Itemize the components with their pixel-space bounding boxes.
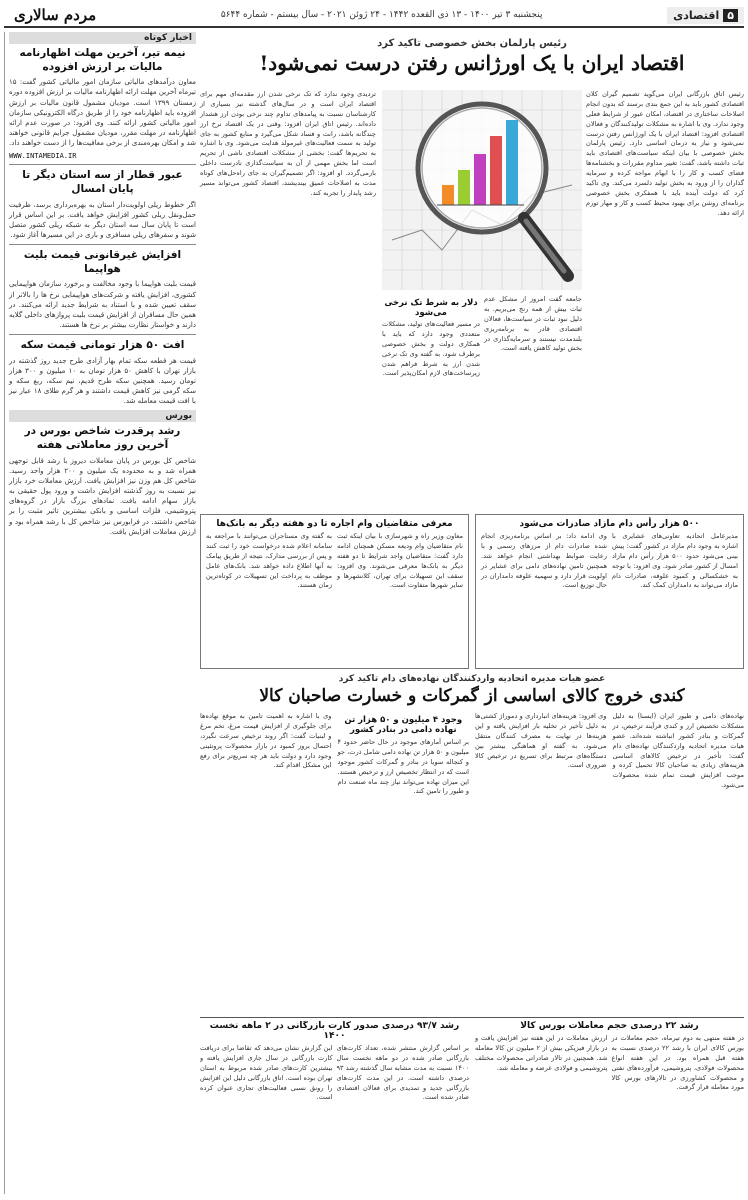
bottom-stories [200, 1017, 744, 1192]
page-number: ۵ [723, 9, 738, 22]
second-story-column [338, 712, 470, 1012]
sidebar [4, 32, 196, 1194]
boxed-story-columns [481, 532, 738, 591]
sidebar-story-text: شاخص کل بورس در پایان معاملات دیروز با رشد قابل توجهی همراه شد و به محدوده یک میلیون و ۲۰۰ هزار واحد رسید. شاخص کل هم وزن نیز افزایش یافت. ارزش معاملات خرد بازار نیز نسبت به روز گذشته افزایش داشت و ورود پول حقیقی به بازار سهام ادامه یافت. نمادهای بزرگ بازار در گروه‌های پتروشیمی، فلزات اساسی و بانکی بیشترین تاثیر مثبت را بر شاخص داشتند. در فرابورس نیز شاخص کل با رشد همراه بود و ارزش معاملات افزایش یافت. [9, 456, 196, 536]
second-story-text: بر اساس آمارهای موجود در حال حاضر حدود ۴ میلیون و ۵۰ هزار تن نهاده دامی شامل ذرت، جو و کنجاله سویا در بنادر و گمرکات کشور موجود است که در انتظار تخصیص ارز و ترخیص هستند. این میزان نهاده می‌تواند نیاز چند ماه صنعت دام و طیور را تامین کند. [337, 738, 469, 796]
bottom-story-text: این گزارش نشان می‌دهد که تقاضا برای دریافت کارت بازرگانی در سال جاری افزایش یافته و بیشترین کارت‌های صادر شده مربوط به استان تهران بوده است. اتاق بازرگانی دلیل این افزایش را رونق نسبی فعالیت‌های تجاری عنوان کرده است. [200, 1044, 333, 1102]
sidebar-section-head: بورس [9, 410, 196, 422]
top-bar [4, 4, 744, 28]
boxed-story-columns [206, 532, 463, 591]
magnifier-icon [382, 90, 582, 290]
lead-headline: اقتصاد ایران با یک اورژانس رفتن درست نمی‌شود! [259, 51, 685, 75]
lead-kicker: رئیس پارلمان بخش خصوصی تاکید کرد [377, 38, 567, 49]
boxed-stories [200, 514, 744, 669]
bottom-story [475, 1021, 744, 1192]
bottom-story-text: ارزش معاملات در این هفته نیز افزایش یافت و در بازار فیزیکی بیش از ۲ میلیون تن کالا معامله شد. همچنین در تالار صادراتی محصولات مختلف پتروشیمی و فولادی عرضه و معامله شد. [475, 1034, 608, 1072]
section-tag [667, 7, 744, 24]
divider [9, 164, 196, 165]
dateline: پنجشنبه ۳ تیر ۱۴۰۰ - ۱۳ ذی القعده ۱۴۴۲ - ۲۴ ژوئن ۲۰۲۱ - سال بیستم - شماره ۵۶۴۴ [220, 10, 543, 20]
boxed-story-text: معاون وزیر راه و شهرسازی با بیان اینکه ثبت نام متقاضیان وام ودیعه مسکن همچنان ادامه دارد گفت: متقاضیان واجد شرایط تا دو هفته دیگر به بانک‌ها معرفی می‌شوند. وی افزود: سقف این تسهیلات برای تهران، کلانشهرها و سایر شهرها متفاوت است. [337, 532, 463, 590]
divider [9, 244, 196, 245]
sidebar-story-title: افزایش غیرقانونی قیمت بلیت هواپیما [23, 249, 182, 275]
sidebar-story-title: افت ۵۰ هزار تومانی قیمت سکه [20, 339, 185, 352]
lead-column: رئیس اتاق بازرگانی ایران می‌گوید تصمیم گیران کلان اقتصادی کشور باید به این جمع بندی برسند که بدون انجام اصلاحات ساختاری در اقتصاد، امکان عبور از شرایط فعلی وجود ندارد. وی با اشاره به مشکلات تولیدکنندگان و فعالان اقتصادی افزود: اقتصاد ایران با یک اورژانس رفتن درست نمی‌شود و نیاز به درمان اساسی دارد. رئیس پارلمان بخش خصوصی با بیان اینکه سیاست‌های اقتصادی باید ثبات داشته باشد، گفت: تغییر مداوم مقررات و بخشنامه‌ها فضای کسب و کار را با ابهام مواجه کرده و سرمایه گذاران را از ورود به بخش تولید دلسرد می‌کند. وی تاکید کرد که دولت آینده باید با همفکری بخش خصوصی برنامه‌ای روشن برای بهبود محیط کسب و کار و مهار تورم ارائه دهد. [586, 90, 744, 217]
second-subhead: وجود ۴ میلیون و ۵۰ هزار تن نهاده دامی در بنادر کشور [344, 715, 463, 735]
sidebar-story-text: اگر خطوط ریلی اولویت‌دار استان به بهره‌برداری برسد، ظرفیت حمل‌ونقل ریلی کشور افزایش خواهد یافت. بر این اساس قرار است تا پایان سال سه استان دیگر به شبکه ریلی کشور متصل شوند و سفرهای ریلی مسافری و باری در این مسیرها آغاز شود. [9, 200, 196, 239]
lead-below-text: جامعه گفت امروز از مشکل عدم ثبات بیش از همه رنج می‌بریم. به دلیل نبود ثبات در سیاست‌ها، فعالان اقتصادی قادر به برنامه‌ریزی بلندمدت نیستند و سرمایه‌گذاری در بخش تولید کاهش یافته است. [484, 295, 582, 353]
second-story-text: وی با اشاره به اهمیت تامین به موقع نهاده‌ها برای جلوگیری از افزایش قیمت مرغ، تخم مرغ و لبنیات گفت: اگر روند ترخیص سرعت نگیرد، احتمال بروز کمبود در بازار محصولات پروتئینی وجود دارد و دولت باید هر چه سریع‌تر برای رفع این مشکل اقدام کند. [200, 712, 332, 770]
magnifier-chart-illustration [382, 90, 582, 290]
boxed-story-text: به گفته وی مستاجران می‌توانند با مراجعه به سامانه اعلام شده درخواست خود را ثبت کنند و پس از بررسی مدارک، نتیجه از طریق پیامک به آنها اطلاع داده خواهد شد. بانک‌های عامل موظف به پرداخت این تسهیلات در کوتاه‌ترین زمان هستند. [206, 532, 332, 590]
lead-below-column [484, 295, 582, 510]
lead-below-text: در مسیر فعالیت‌های تولید، مشکلات متعددی وجود دارد که باید با همکاری دولت و بخش خصوصی برطرف شود. به گفته وی تک نرخی شدن ارز به شرط فراهم شدن زیرساخت‌های لازم امکان‌پذیر است. [382, 320, 480, 378]
lead-column: تردیدی وجود ندارد که تک نرخی شدن ارز مقدمه‌ای مهم برای اقتصاد ایران است و در سال‌های گذشته نیز بسیاری از کارشناسان نسبت به پیامدهای تداوم چند نرخی بودن ارز هشدار داده‌اند. رئیس اتاق ایران افزود: وقتی در یک اقتصاد نرخ ارز چندگانه باشد، رانت و فساد شکل می‌گیرد و منابع کشور به جای تولید به سمت فعالیت‌های غیرمولد هدایت می‌شود. وی با اشاره به تحریم‌ها گفت: بخشی از مشکلات اقتصادی ناشی از تحریم است اما بخش مهمی از آن به سیاست‌گذاری نادرست داخلی بازمی‌گردد. او افزود: اگر تصمیم‌گیران به جای راه‌حل‌های کوتاه مدت به اصلاحات عمیق بیندیشند، اقتصاد کشور می‌تواند مسیر رشد پایدار را تجربه کند. [200, 90, 376, 197]
boxed-story-title: معرفی متقاضیان وام اجاره تا دو هفته دیگر به بانک‌ها [216, 519, 453, 529]
bottom-story-title: رشد ۲۲ درصدی حجم معاملات بورس کالا [520, 1021, 699, 1031]
bottom-story-columns [200, 1044, 469, 1103]
boxed-story [475, 514, 744, 669]
lead-below-column [382, 295, 480, 510]
bottom-story-text: در هفته منتهی به دوم تیرماه، حجم معاملات در بورس کالای ایران با رشد ۲۲ درصدی نسبت به هفته قبل همراه بود. در این هفته انواع محصولات فولادی، پتروشیمی، فرآورده‌های نفتی و محصولات کشاورزی در تالارهای بورس کالا مورد معامله قرار گرفت. [611, 1034, 744, 1092]
lead-story [200, 90, 744, 510]
second-headline: کندی خروج کالای اساسی از گمرکات و خسارت صاحبان کالا [259, 686, 685, 706]
sidebar-story-title: عبور قطار از سه استان دیگر تا پایان امسال [22, 169, 183, 195]
sidebar-url[interactable]: WWW.INTAMEDIA.IR [9, 152, 77, 161]
bottom-story [200, 1021, 469, 1192]
boxed-story-title: ۵۰۰ هزار رأس دام مازاد صادرات می‌شود [519, 519, 700, 529]
masthead: مردم سالاری [14, 6, 97, 24]
sidebar-story-title: رشد پرقدرت شاخص بورس در آخرین روز معاملاتی هفته [24, 425, 181, 452]
divider [9, 334, 196, 335]
second-kicker: عضو هیات مدیره اتحادیه واردکنندگان نهاده‌های دام تاکید کرد [338, 674, 606, 684]
lead-below-columns [382, 295, 582, 510]
lead-subhead: دلار به شرط تک نرخی می‌شود [384, 298, 478, 318]
sidebar-story-text: قیمت بلیت هواپیما با وجود مخالفت و برخورد سازمان هواپیمایی کشوری، افزایش یافته و شرکت‌های هواپیمایی نرخ ها را بالاتر از سقف تعیین شده و با استناد به شرایط جدید ارائه می‌کنند. در همین حال مسافران از افزایش قیمت بلیت پروازهای داخلی گلایه دارند و خواستار نظارت بیشتر بر نرخ ها هستند. [9, 280, 196, 329]
sidebar-head: اخبار کوتاه [9, 32, 196, 44]
second-story-text: نهاده‌های دامی و طیور ایران (ایسنا) به دلیل مشکلات تخصیص ارز و کندی فرآیند ترخیص، در گمرکات و بنادر کشور انباشته شده‌اند. عضو هیات مدیره اتحادیه واردکنندگان نهاده‌های دام گفت: تأخیر در ترخیص کالاهای اساسی هزینه‌های زیادی به صاحبان کالا تحمیل کرده و موجب افزایش قیمت تمام شده محصولات می‌شود. [612, 712, 744, 790]
sidebar-story-title: نیمه تیر، آخرین مهلت اظهارنامه مالیات بر ارزش افزوده [19, 47, 186, 73]
bottom-story-columns [475, 1034, 744, 1093]
boxed-story-text: مدیرعامل اتحادیه تعاونی‌های عشایری با اشاره به وجود دام مازاد در کشور گفت: پیش بینی می‌شود حدود ۵۰۰ هزار رأس دام مازاد امسال از کشور صادر شود. وی افزود: با توجه به خشکسالی و کمبود علوفه، صادرات دام مازاد می‌تواند به دامداران کمک کند. [612, 532, 738, 590]
section-label: اقتصادی [673, 8, 720, 22]
sidebar-story-text: قیمت هر قطعه سکه تمام بهار آزادی طرح جدید روز گذشته در بازار تهران با کاهش ۵۰ هزار تومان به ۱۰ میلیون و ۳۰۰ هزار تومان رسید. همچنین سکه طرح قدیم، نیم سکه، ربع سکه و سکه گرمی نیز کاهش قیمت داشتند و هر گرم طلای ۱۸ عیار نیز با افت قیمت معامله شد. [9, 356, 196, 406]
second-story [200, 712, 744, 1012]
bottom-story-title: رشد ۹۳/۷ درصدی صدور کارت بازرگانی در ۲ ماهه نخست ۱۴۰۰ [209, 1021, 460, 1041]
boxed-story-text: وی ادامه داد: بر اساس برنامه‌ریزی انجام شده صادرات دام از مرزهای رسمی و با رعایت ضوابط بهداشتی انجام خواهد شد. همچنین تامین نهاده‌های دامی برای عشایر در اولویت قرار دارد و سهمیه علوفه دامداران در حال توزیع است. [481, 532, 607, 590]
sidebar-story-text: معاون درآمدهای مالیاتی سازمان امور مالیاتی کشور گفت: ۱۵ تیرماه آخرین مهلت ارائه اظهارنامه مالیات بر ارزش افزوده دوره زمستان ۱۳۹۹ است. مودیان مشمول قانون مالیات بر ارزش افزوده باید اظهارنامه خود را از طریق درگاه الکترونیکی سازمان امور مالیاتی کشور ارائه کنند. وی افزود: در صورت عدم ارائه اظهارنامه در مهلت مقرر، مودیان مشمول جرایم قانونی خواهند شد و امکان بهره‌مندی از برخی معافیت‌ها را از دست خواهند داد. [9, 78, 196, 148]
boxed-story [200, 514, 469, 669]
main-area [200, 32, 744, 1194]
bottom-story-text: بر اساس گزارش منتشر شده، تعداد کارت‌های بازرگانی صادر شده در دو ماهه نخست سال ۱۴۰۰ نسبت به مدت مشابه سال گذشته رشد ۹۳ درصدی داشته است. در این مدت کارت‌های بازرگانی جدید و تمدیدی برای فعالان اقتصادی صادر شده است. [336, 1044, 469, 1102]
second-story-text: وی افزود: هزینه‌های انبارداری و دموراژ کشتی‌ها به دلیل تأخیر در تخلیه بار افزایش یافته و این هزینه‌ها در نهایت به مصرف کنندگان منتقل می‌شود. به گفته او هماهنگی بیشتر بین دستگاه‌های مرتبط برای تسریع در ترخیص کالا ضروری است. [475, 712, 607, 770]
